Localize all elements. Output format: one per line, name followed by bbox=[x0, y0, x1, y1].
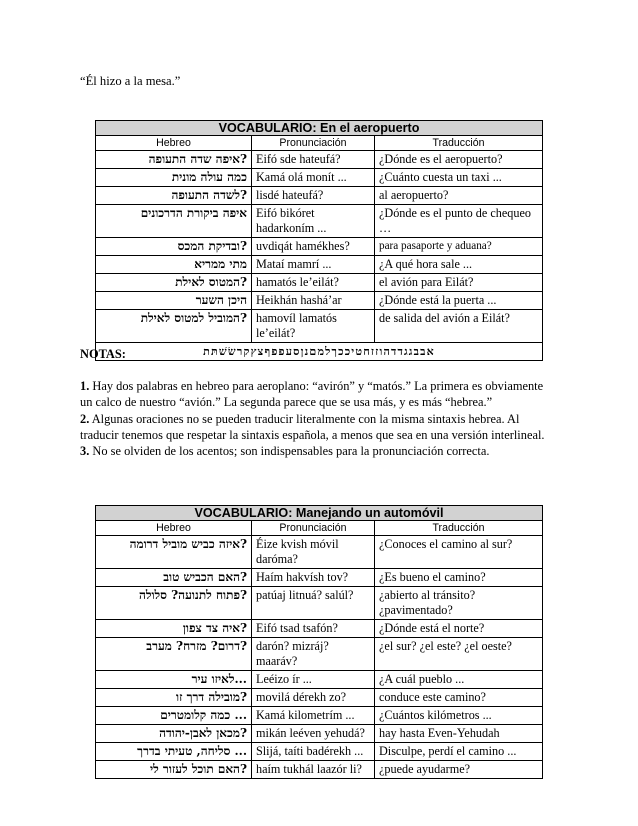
translation-cell: ¿puede ayudarme? bbox=[375, 761, 543, 779]
note-item bbox=[80, 378, 550, 410]
table-row bbox=[96, 707, 543, 725]
pronunciation-cell: lisdé hateufá? bbox=[252, 187, 375, 205]
translation-cell: ¿A cuál pueblo ... bbox=[375, 671, 543, 689]
hebrew-cell: ?ובדיקת המכס bbox=[96, 238, 252, 256]
translation-cell: conduce este camino? bbox=[375, 689, 543, 707]
note-number: 2. bbox=[80, 411, 90, 426]
table-row bbox=[96, 743, 543, 761]
table-row bbox=[96, 205, 543, 238]
translation-cell: ¿Cuánto cuesta un taxi ... bbox=[375, 169, 543, 187]
hebrew-cell: ... כמה קלומטרים bbox=[96, 707, 252, 725]
table-row bbox=[96, 310, 543, 343]
hebrew-cell: ... סליחה, טעיתי בדרך bbox=[96, 743, 252, 761]
column-header: Pronunciación bbox=[252, 521, 375, 536]
pronunciation-cell: mikán leéven yehudá? bbox=[252, 725, 375, 743]
hebrew-cell: ?מובילה דרך זו bbox=[96, 689, 252, 707]
table-row bbox=[96, 638, 543, 671]
hebrew-cell: ?מכאן לאבן-יהודה bbox=[96, 725, 252, 743]
hebrew-cell: ?האם הכביש טוב bbox=[96, 569, 252, 587]
table-row bbox=[96, 536, 543, 569]
pronunciation-cell: hamovíl lamatós le’eilát? bbox=[252, 310, 375, 343]
translation-cell: ¿Dónde es el punto de chequeo … bbox=[375, 205, 543, 238]
hebrew-cell: ?איה צד צפון bbox=[96, 620, 252, 638]
translation-cell: al aeropuerto? bbox=[375, 187, 543, 205]
table-row bbox=[96, 292, 543, 310]
pronunciation-cell: Kamá olá monít ... bbox=[252, 169, 375, 187]
hebrew-cell: ?המוביל למטוס לאילת bbox=[96, 310, 252, 343]
translation-cell: el avión para Eilát? bbox=[375, 274, 543, 292]
table-row bbox=[96, 725, 543, 743]
vocab-title: VOCABULARIO: Manejando un automóvil bbox=[96, 506, 543, 521]
table-row bbox=[96, 256, 543, 274]
hebrew-cell: ?פתוח לתנועה? סלולה bbox=[96, 587, 252, 620]
translation-cell: ¿abierto al tránsito? ¿pavimentado? bbox=[375, 587, 543, 620]
translation-cell: ¿Es bueno el camino? bbox=[375, 569, 543, 587]
table-row bbox=[96, 274, 543, 292]
hebrew-cell: כמה עולה מונית bbox=[96, 169, 252, 187]
translation-cell: ¿Dónde está la puerta ... bbox=[375, 292, 543, 310]
vocab-table-driving bbox=[95, 505, 543, 779]
table-row bbox=[96, 187, 543, 205]
pronunciation-cell: Eifó bikóret hadarkoním ... bbox=[252, 205, 375, 238]
table-row bbox=[96, 587, 543, 620]
note-item bbox=[80, 443, 550, 459]
hebrew-cell: היכן השער bbox=[96, 292, 252, 310]
column-header: Pronunciación bbox=[252, 136, 375, 151]
column-header: Hebreo bbox=[96, 521, 252, 536]
table-row bbox=[96, 689, 543, 707]
translation-cell: ¿Dónde es el aeropuerto? bbox=[375, 151, 543, 169]
column-header: Hebreo bbox=[96, 136, 252, 151]
pronunciation-cell: Haím hakvísh tov? bbox=[252, 569, 375, 587]
pronunciation-cell: Éize kvish móvil daróma? bbox=[252, 536, 375, 569]
intro-quote: “Él hizo a la mesa.” bbox=[80, 74, 181, 88]
note-number: 3. bbox=[80, 444, 90, 459]
hebrew-cell: ?איזה כביש מוביל דרומה bbox=[96, 536, 252, 569]
note-text: Algunas oraciones no se pueden traducir literalmente con la misma sintaxis hebrea. Al traducir tenemos que respetar la sintaxis española, a menos que sea en una versión interlineal. bbox=[80, 411, 545, 442]
table-row bbox=[96, 620, 543, 638]
note-item bbox=[80, 411, 550, 443]
pronunciation-cell: darón? mizráj? maaráv? bbox=[252, 638, 375, 671]
translation-cell: hay hasta Even-Yehudah bbox=[375, 725, 543, 743]
translation-cell: para pasaporte y aduana? bbox=[375, 238, 543, 256]
pronunciation-cell: uvdiqát hamékhes? bbox=[252, 238, 375, 256]
vocab-title: VOCABULARIO: En el aeropuerto bbox=[96, 121, 543, 136]
translation-cell: ¿Conoces el camino al sur? bbox=[375, 536, 543, 569]
hebrew-cell: ?המטוס לאילת bbox=[96, 274, 252, 292]
table-row bbox=[96, 671, 543, 689]
table-row bbox=[96, 761, 543, 779]
pronunciation-cell: patúaj litnuá? salúl? bbox=[252, 587, 375, 620]
pronunciation-cell: hamatós le’eilát? bbox=[252, 274, 375, 292]
translation-cell: ¿A qué hora sale ... bbox=[375, 256, 543, 274]
translation-cell: de salida del avión a Eilát? bbox=[375, 310, 543, 343]
note-text: Hay dos palabras en hebreo para aeroplano: “avirón” y “matós.” La primera es obviamente un calco de nuestro “avión.” La segunda parece que se usa más, y es más “hebrea.” bbox=[80, 379, 544, 410]
hebrew-cell: ?לשדה התעופה bbox=[96, 187, 252, 205]
translation-cell: Disculpe, perdí el camino ... bbox=[375, 743, 543, 761]
note-text: No se olviden de los acentos; son indispensables para la pronunciación correcta. bbox=[92, 444, 490, 459]
hebrew-alphabet: אבבגגדדהוזזחטיככךלמםנןסעפפףצץקרשׂשׁתּת bbox=[96, 343, 543, 361]
pronunciation-cell: haím tukhál laazór li? bbox=[252, 761, 375, 779]
pronunciation-cell: Slijá, taíti badérekh ... bbox=[252, 743, 375, 761]
pronunciation-cell: Eifó sde hateufá? bbox=[252, 151, 375, 169]
hebrew-cell: מתי ממריא bbox=[96, 256, 252, 274]
translation-cell: ¿Cuántos kilómetros ... bbox=[375, 707, 543, 725]
column-header: Traducción bbox=[375, 521, 543, 536]
table-row bbox=[96, 169, 543, 187]
hebrew-cell: ...לאיזו עיר bbox=[96, 671, 252, 689]
pronunciation-cell: Kamá kilometrím ... bbox=[252, 707, 375, 725]
note-number: 1. bbox=[80, 379, 90, 394]
translation-cell: ¿el sur? ¿el este? ¿el oeste? bbox=[375, 638, 543, 671]
notes-section bbox=[80, 346, 550, 459]
pronunciation-cell: Eifó tsad tsafón? bbox=[252, 620, 375, 638]
hebrew-cell: ?איפה שדה התעופה bbox=[96, 151, 252, 169]
table-row bbox=[96, 569, 543, 587]
pronunciation-cell: Heikhán hashá’ar bbox=[252, 292, 375, 310]
table-row bbox=[96, 151, 543, 169]
table-row bbox=[96, 238, 543, 256]
hebrew-cell: ?האם תוכל לעזור לי bbox=[96, 761, 252, 779]
pronunciation-cell: Leéizo ír ... bbox=[252, 671, 375, 689]
pronunciation-cell: movilá dérekh zo? bbox=[252, 689, 375, 707]
column-header: Traducción bbox=[375, 136, 543, 151]
hebrew-cell: איפה ביקורת הדרכונים bbox=[96, 205, 252, 238]
pronunciation-cell: Mataí mamrí ... bbox=[252, 256, 375, 274]
notes-title: NOTAS: bbox=[80, 347, 126, 361]
hebrew-cell: ?דרום? מזרח? מערב bbox=[96, 638, 252, 671]
vocab-table-airport bbox=[95, 120, 543, 361]
translation-cell: ¿Dónde está el norte? bbox=[375, 620, 543, 638]
